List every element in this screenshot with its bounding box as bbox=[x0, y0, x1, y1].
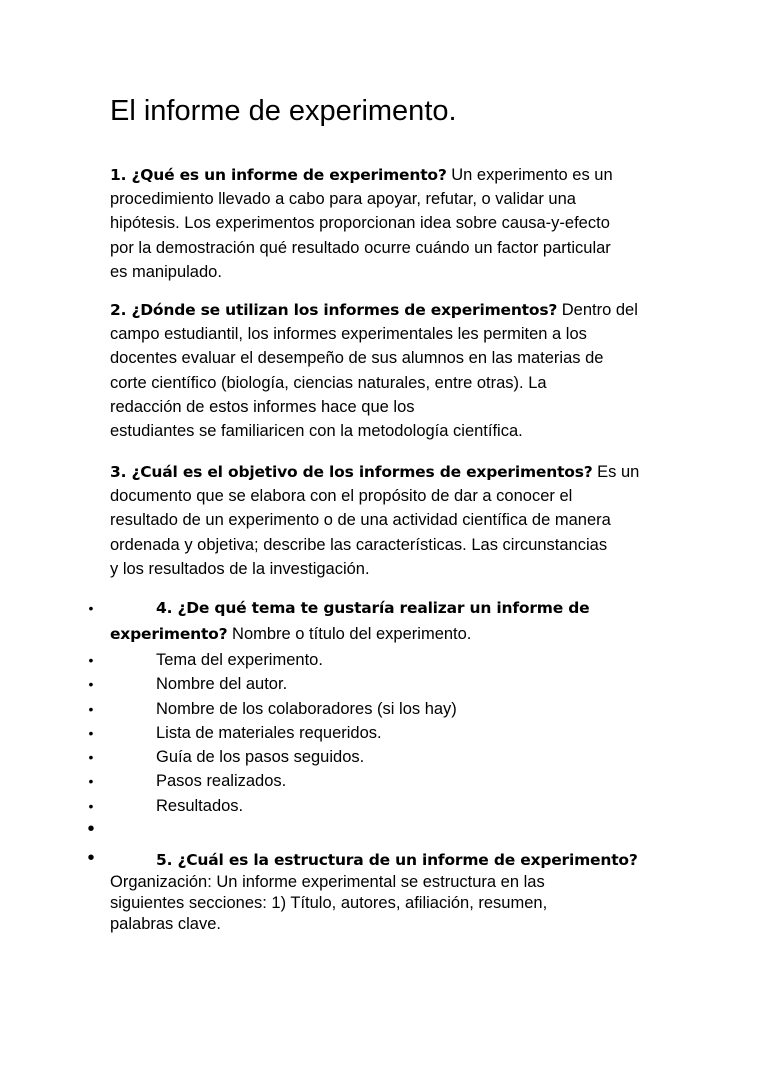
section-3-line: ordenada y objetiva; describe las características. Las circunstancias bbox=[110, 535, 608, 554]
section-2-line: corte científico (biología, ciencias naturales, entre otras). La bbox=[110, 373, 547, 392]
bullet-icon: • bbox=[87, 818, 95, 840]
section-2-line: campo estudiantil, los informes experimentales les permiten a los bbox=[110, 325, 587, 344]
section-2-line: docentes evaluar el desempeño de sus alumnos en las materias de bbox=[110, 349, 604, 368]
section-5-line: Organización: Un informe experimental se estructura en las bbox=[110, 873, 545, 891]
section-3-line: 3. ¿Cuál es el objetivo de los informes de experimentos? Es un bbox=[110, 463, 640, 481]
section-1-line: es manipulado. bbox=[110, 262, 222, 281]
section-5-line: siguientes secciones: 1) Título, autores, afiliación, resumen, bbox=[110, 894, 548, 912]
section-3-line: documento que se elabora con el propósito de dar a conocer el bbox=[110, 487, 573, 506]
section-1-line: procedimiento llevado a cabo para apoyar, refutar, o validar una bbox=[110, 190, 576, 209]
section-4-answer: Nombre o título del experimento. bbox=[227, 625, 472, 643]
section-5-line: palabras clave. bbox=[110, 915, 221, 933]
bullet-icon: • bbox=[88, 676, 94, 692]
section-1-line: por la demostración qué resultado ocurre cuándo un factor particular bbox=[110, 238, 611, 257]
bullet-icon: • bbox=[88, 701, 94, 717]
list-item: Pasos realizados. bbox=[156, 772, 287, 790]
list-item: Nombre del autor. bbox=[156, 675, 288, 693]
section-5-question: 5. ¿Cuál es la estructura de un informe de experimento? bbox=[156, 851, 638, 869]
section-1-line: hipótesis. Los experimentos proporcionan idea sobre causa-y-efecto bbox=[110, 214, 610, 233]
section-2-question: 2. ¿Dónde se utilizan los informes de experimentos? bbox=[110, 301, 558, 319]
list-item: Nombre de los colaboradores (si los hay) bbox=[156, 700, 457, 718]
section-3 bbox=[110, 460, 670, 581]
section-5 bbox=[110, 872, 670, 935]
section-2-line: 2. ¿Dónde se utilizan los informes de experimentos? Dentro del bbox=[110, 301, 638, 319]
section-1 bbox=[110, 163, 670, 284]
section-3-line: resultado de un experimento o de una actividad científica de manera bbox=[110, 511, 611, 530]
section-2-line: estudiantes se familiaricen con la metodología científica. bbox=[110, 422, 523, 441]
section-3-line: y los resultados de la investigación. bbox=[110, 559, 370, 578]
section-4-question: 4. ¿De qué tema te gustaría realizar un informe de bbox=[156, 599, 590, 617]
section-4-question-cont: experimento? Nombre o título del experimento. bbox=[110, 625, 472, 643]
bullet-icon: • bbox=[88, 798, 94, 814]
bullet-icon: • bbox=[87, 847, 95, 869]
section-1-line: 1. ¿Qué es un informe de experimento? Un experimento es un bbox=[110, 166, 613, 184]
bullet-icon: • bbox=[88, 725, 94, 741]
list-item: Tema del experimento. bbox=[156, 651, 323, 669]
list-item: Lista de materiales requeridos. bbox=[156, 724, 382, 742]
document-title: El informe de experimento. bbox=[110, 95, 457, 127]
bullet-icon: • bbox=[88, 600, 94, 616]
list-item: Guía de los pasos seguidos. bbox=[156, 748, 365, 766]
list-item: Resultados. bbox=[156, 797, 244, 815]
bullet-icon: • bbox=[88, 652, 94, 668]
bullet-icon: • bbox=[88, 749, 94, 765]
section-2-line: redacción de estos informes hace que los bbox=[110, 397, 415, 416]
section-1-question: 1. ¿Qué es un informe de experimento? bbox=[110, 166, 447, 184]
bullet-icon: • bbox=[88, 773, 94, 789]
section-2 bbox=[110, 298, 670, 443]
section-3-question: 3. ¿Cuál es el objetivo de los informes de experimentos? bbox=[110, 463, 593, 481]
